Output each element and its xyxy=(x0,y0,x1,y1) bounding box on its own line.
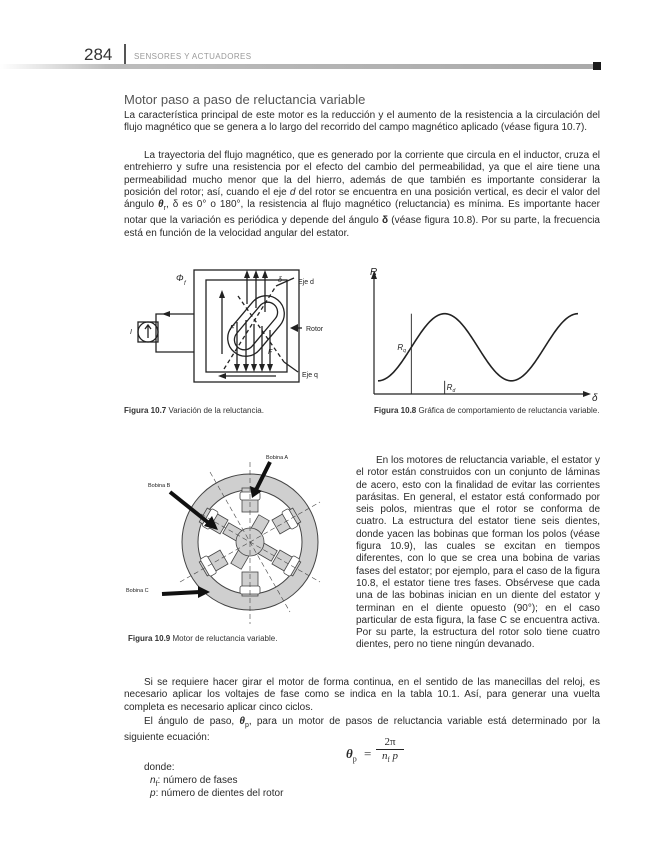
p2-text-a: La trayectoria del flujo magnético, que es generado por la corriente que circula en el inductor, cruza el entrehierro y sufre una resistencia por el efecto del cambio del permeabilidad, ya que el aire tiene una permeabilidad mucho menor que la del hierro, además de que también es importante considerar la posición del rotor; así, cuando el eje xyxy=(124,150,600,198)
p2-text-c: , δ es 0° o 180°, la resistencia al flujo magnético (reluctancia) es mínima. Es importante hacer notar que la variación es periódica y depende del ángulo xyxy=(124,199,600,227)
eq-den-p: p xyxy=(389,750,399,762)
fig7-label-eje-d: Eje d xyxy=(298,279,314,286)
fig9-label-bobina-c: Bobina C xyxy=(126,588,149,594)
fig9-label-bobina-a: Bobina A xyxy=(266,455,289,461)
p2-d: d xyxy=(289,186,296,198)
paragraph-4: Si se requiere hacer girar el motor de forma continua, en el sentido de las manecillas del reloj, es necesario aplicar los voltajes de fase como se indica en la tabla 10.1. Así, para generar una vuelta completa es necesario aplicar cinco ciclos. xyxy=(124,677,600,713)
fig7-label-delta: δ xyxy=(278,277,282,284)
p2-delta: δ xyxy=(381,215,389,227)
eq-equals: = xyxy=(364,746,372,761)
header-marker xyxy=(593,62,601,70)
figure-float-spacer xyxy=(124,455,356,665)
paragraph-1: La característica principal de este motor es la reducción y el aumento de la resistencia a la circulación del flujo magnético que se genera a lo largo del recorrido del campo magnético aplicado (véase figura 10.7). xyxy=(124,110,600,134)
paragraph-2 xyxy=(124,150,600,240)
eq-numerator: 2π xyxy=(384,736,396,748)
paragraph-3 xyxy=(124,455,600,665)
where-label: donde: xyxy=(144,762,175,773)
fig7-label-F2: F xyxy=(268,349,273,356)
fig8-xlabel: δ xyxy=(592,393,598,404)
paragraph-3-text: En los motores de reluctancia variable, el estator y el rotor están construidos con un conjunto de láminas de acero, esto con la finalidad de evitar las corrientes parásitas. En general, el estator está conformado por seis polos, mientras que el rotor se conforma de cuatro. La estructura del estator tiene seis dientes, donde yacen las bobinas que forman los polos (véase figura 10.9), las cuales se excitan en tiempos diferentes, con lo que se crea una bobina de varias fases del estator; por ejemplo, para el caso de la figura 10.8, el estator tiene tres fases. Obsérvese que cada una de las bobinas inician en un diente del estator y terminan en el diente opuesto (90°); en el caso particular de esta figura, la fase C se encuentra activa. Por su parte, la estructura del rotor solo tiene cuatro dientes, pero no tiene ningún devanado. xyxy=(356,455,600,651)
running-title: SENSORES Y ACTUADORES xyxy=(134,52,252,61)
where-item-2 xyxy=(150,788,450,800)
eq-theta: θ xyxy=(346,746,353,761)
where-item-1-text: : número de fases xyxy=(157,775,238,786)
p2-text-e: (véase figura 10.8). Por su parte, la frecuencia está en función de la velocidad angular del estator. xyxy=(124,215,600,239)
p2-theta-sub: r xyxy=(163,205,166,213)
p2-text-b: del rotor se encuentra en una posición vertical, es decir el valor del ángulo xyxy=(124,186,600,211)
fig7-label-f: f xyxy=(184,281,186,287)
fig7-label-eje-q: Eje q xyxy=(302,372,318,379)
p5-text-a: El ángulo de paso, xyxy=(144,716,240,727)
fig8-label-rd: $R_d$ xyxy=(446,383,456,394)
p2-theta: θ xyxy=(158,199,164,211)
figure-10-8-caption: Figura 10.8 Gráfica de comportamiento de reluctancia variable. xyxy=(374,406,600,415)
section-title: Motor paso a paso de reluctancia variable xyxy=(124,92,366,107)
p5-theta-sub: p xyxy=(244,722,249,729)
fig7-label-rotor: Rotor xyxy=(306,326,324,333)
figure-10-8 xyxy=(364,266,604,406)
fig7-label-F1: F xyxy=(230,325,235,332)
where-item-1-var: n xyxy=(150,775,156,786)
fig8-ylabel: R xyxy=(370,267,378,278)
paragraph-5 xyxy=(124,716,600,745)
fig8-series-line xyxy=(378,314,578,381)
where-item-2-var: p xyxy=(150,788,156,799)
figure-10-7 xyxy=(126,264,346,389)
fig9-label-bobina-b: Bobina B xyxy=(148,483,171,489)
p5-text-b: , para un motor de pasos de reluctancia variable está determinado por la siguiente ecuación: xyxy=(124,716,601,744)
figure-10-7-caption: Figura 10.7 Variación de la reluctancia. xyxy=(124,406,264,415)
fig7-label-phi: Φ xyxy=(176,273,184,283)
page-number: 284 xyxy=(84,45,113,64)
eq-den-n: n xyxy=(381,750,388,762)
header-separator xyxy=(124,44,126,66)
where-item-1-sub: f xyxy=(155,781,158,788)
p5-theta: θ xyxy=(239,716,245,727)
figure-10-9-caption: Figura 10.9 Motor de reluctancia variable. xyxy=(128,634,278,643)
eq-den-sub: f xyxy=(387,756,390,765)
where-item-2-text: : número de dientes del rotor xyxy=(155,788,284,799)
header-bar xyxy=(0,64,600,69)
fig8-label-rq: $R_q$ xyxy=(397,343,406,354)
fig7-label-i: I xyxy=(130,329,132,336)
eq-theta-sub: p xyxy=(352,754,357,764)
